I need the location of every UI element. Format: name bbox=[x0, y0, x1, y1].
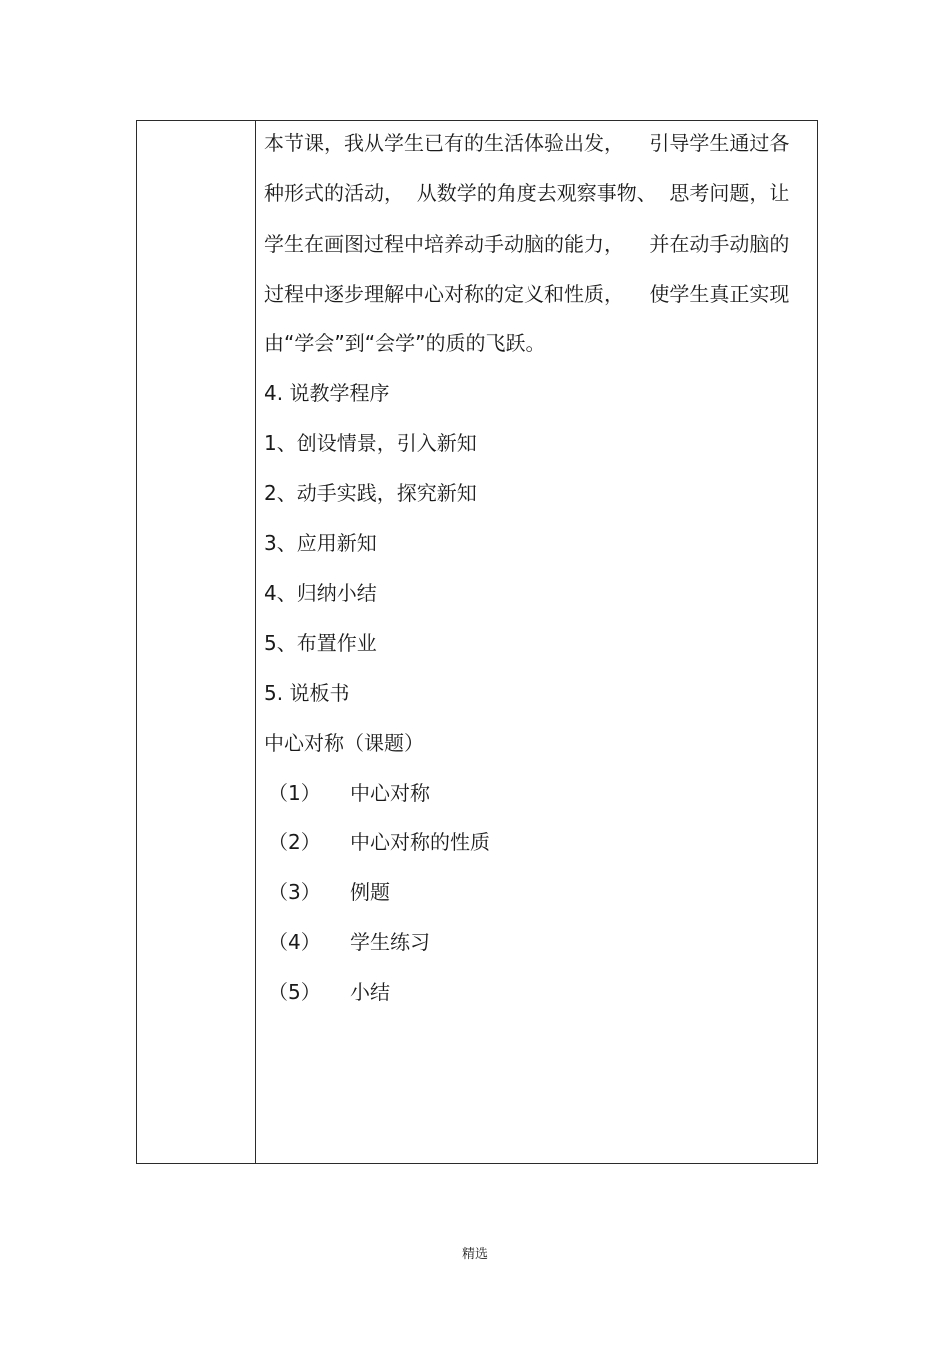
paragraph-line: 过程中逐步理解中心对称的定义和性质， 使学生真正实现 bbox=[264, 282, 790, 306]
procedure-item: 2、动手实践，探究新知 bbox=[264, 481, 477, 505]
board-item-number: （2） bbox=[268, 830, 321, 854]
board-heading: 5. 说板书 bbox=[264, 681, 350, 705]
board-item-number: （1） bbox=[268, 781, 321, 805]
procedure-item: 4、归纳小结 bbox=[264, 581, 377, 605]
board-item-number: （5） bbox=[268, 980, 321, 1004]
paragraph-line: 本节课，我从学生已有的生活体验出发， 引导学生通过各 bbox=[264, 131, 790, 155]
paragraph-line: 学生在画图过程中培养动手动脑的能力， 并在动手动脑的 bbox=[264, 232, 790, 256]
board-item-text: 小结 bbox=[350, 980, 390, 1004]
board-item-text: 例题 bbox=[350, 880, 390, 904]
procedure-item: 5、布置作业 bbox=[264, 631, 377, 655]
section-heading: 4. 说教学程序 bbox=[264, 381, 390, 405]
procedure-item: 3、应用新知 bbox=[264, 531, 377, 555]
paragraph-line: 由“学会”到“会学”的质的飞跃。 bbox=[264, 331, 546, 355]
board-item-number: （4） bbox=[268, 930, 321, 954]
left-cell bbox=[137, 121, 256, 1163]
board-item-number: （3） bbox=[268, 880, 321, 904]
right-cell bbox=[256, 121, 817, 1163]
procedure-item: 1、创设情景，引入新知 bbox=[264, 431, 477, 455]
board-item-text: 学生练习 bbox=[350, 930, 430, 954]
paragraph-line: 种形式的活动， 从数学的角度去观察事物、 思考问题，让 bbox=[264, 181, 790, 205]
board-item-text: 中心对称的性质 bbox=[350, 830, 490, 854]
board-title: 中心对称（课题） bbox=[264, 731, 424, 755]
board-item-text: 中心对称 bbox=[350, 781, 430, 805]
document-table bbox=[136, 120, 818, 1164]
page-footer: 精选 bbox=[461, 1247, 488, 1262]
